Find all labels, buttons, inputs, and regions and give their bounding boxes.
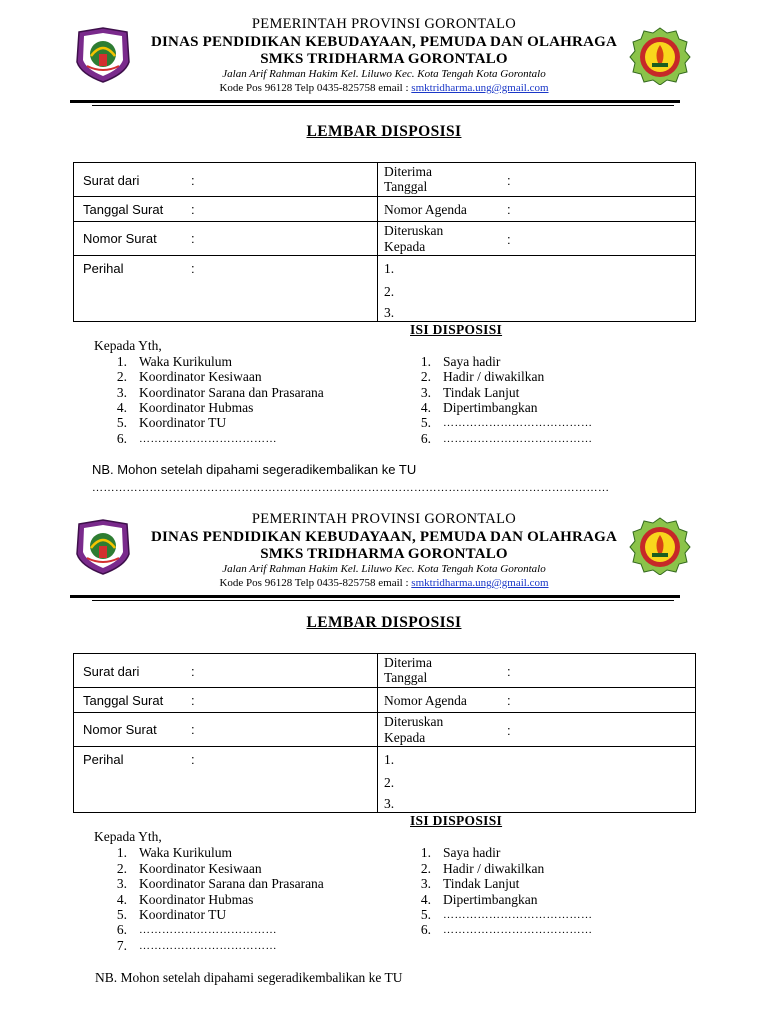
cell-diterima: Diterima [384,655,432,670]
cell-surat-dari: Surat dari [83,664,140,679]
cell-kepada: Kepada [384,239,426,254]
number: 3. [384,305,395,320]
list-number: 4. [116,400,127,415]
cell-kepada: Kepada [384,730,426,745]
list-number: 3. [116,876,127,891]
list-number: 4. [420,400,431,415]
list-number: 4. [420,892,431,907]
recipient-item: Koordinator TU [139,415,227,430]
list-number: 6. [420,922,431,937]
cell-nomor-agenda: Nomor Agenda [384,202,467,217]
table-divider [377,163,378,321]
list-number: 5. [116,415,127,430]
list-number: 6. [116,431,127,446]
nb-note: NB. Mohon setelah dipahami segeradikembalikan ke TU [95,970,403,985]
recipient-item: Koordinator Sarana dan Prasarana [139,385,324,400]
recipient-blank: ……………………………… [139,924,277,936]
table-row-line [74,746,695,747]
table-row-line [74,196,695,197]
number: 3. [384,796,395,811]
option-item: Dipertimbangkan [443,892,538,907]
header-line-3: SMKS TRIDHARMA GORONTALO [260,51,508,67]
option-item: Dipertimbangkan [443,400,538,415]
cell-tanggal: Tanggal [384,179,428,194]
list-number: 5. [420,415,431,430]
option-item: Tindak Lanjut [443,385,520,400]
list-number: 2. [116,861,127,876]
list-number: 7. [116,938,127,953]
cell-surat-dari: Surat dari [83,173,140,188]
header-address: Jalan Arif Rahman Hakim Kel. Liluwo Kec. Kota Tengah Kota Gorontalo [222,563,546,575]
kepada-yth: Kepada Yth, [94,829,162,844]
colon: : [191,231,195,246]
list-number: 1. [116,354,127,369]
email-link[interactable]: smktridharma.ung@gmail.com [411,577,549,589]
list-number: 3. [420,876,431,891]
email-link[interactable]: smktridharma.ung@gmail.com [411,82,549,94]
list-number: 2. [420,861,431,876]
list-number: 2. [420,369,431,384]
recipient-blank: ……………………………… [139,433,277,445]
header-rule-thick [70,100,680,103]
header-line-3: SMKS TRIDHARMA GORONTALO [260,546,508,562]
header-line-1: PEMERINTAH PROVINSI GORONTALO [251,511,517,527]
form-title: LEMBAR DISPOSISI [306,614,462,631]
option-blank: ………………………………… [443,433,593,445]
recipient-item: Koordinator Sarana dan Prasarana [139,876,324,891]
cell-tanggal: Tanggal [384,670,428,685]
disposition-table [73,162,696,322]
cell-nomor-surat: Nomor Surat [83,722,157,737]
colon: : [191,664,195,679]
list-number: 3. [116,385,127,400]
recipient-item: Waka Kurikulum [139,354,233,369]
disposition-table [73,653,696,813]
cell-diterima: Diterima [384,164,432,179]
contact-text: Kode Pos 96128 Telp 0435-825758 email : [219,577,412,589]
option-blank: ………………………………… [443,909,593,921]
option-item: Tindak Lanjut [443,876,520,891]
contact-text: Kode Pos 96128 Telp 0435-825758 email : [219,82,412,94]
header-rule-thin [92,600,674,601]
list-number: 1. [420,354,431,369]
colon: : [191,722,195,737]
list-number: 1. [116,845,127,860]
cell-perihal: Perihal [83,752,124,767]
colon: : [507,202,511,217]
recipient-item: Koordinator Hubmas [139,400,254,415]
option-item: Hadir / diwakilkan [443,861,545,876]
list-number: 6. [116,922,127,937]
cell-tanggal-surat: Tanggal Surat [83,202,164,217]
colon: : [507,173,511,188]
option-item: Saya hadir [443,845,501,860]
header-address: Jalan Arif Rahman Hakim Kel. Liluwo Kec. Kota Tengah Kota Gorontalo [222,68,546,80]
list-number: 5. [420,907,431,922]
header-contact [0,82,768,94]
colon: : [191,173,195,188]
cut-line: ……………………………………………………………………………………………………………………… [92,482,610,494]
isi-disposisi-title: ISI DISPOSISI [410,813,503,828]
option-item: Hadir / diwakilkan [443,369,545,384]
isi-disposisi-title: ISI DISPOSISI [410,322,503,337]
list-number: 1. [420,845,431,860]
header-line-2: DINAS PENDIDIKAN KEBUDAYAAN, PEMUDA DAN OLAHRAGA [150,529,618,545]
list-number: 6. [420,431,431,446]
table-row-line [74,221,695,222]
cell-nomor-agenda: Nomor Agenda [384,693,467,708]
header-line-1: PEMERINTAH PROVINSI GORONTALO [251,16,517,32]
cell-tanggal-surat: Tanggal Surat [83,693,164,708]
list-number: 3. [420,385,431,400]
number: 2. [384,284,395,299]
recipient-item: Waka Kurikulum [139,845,233,860]
header-rule-thick [70,595,680,598]
colon: : [507,723,511,738]
cell-diteruskan: Diteruskan [384,714,444,729]
table-row-line [74,712,695,713]
cell-perihal: Perihal [83,261,124,276]
number: 1. [384,261,395,276]
kepada-yth: Kepada Yth, [94,338,162,353]
form-title: LEMBAR DISPOSISI [306,123,462,140]
colon: : [507,232,511,247]
number: 2. [384,775,395,790]
colon: : [191,261,195,276]
recipient-item: Koordinator Kesiwaan [139,861,262,876]
recipient-item: Koordinator TU [139,907,227,922]
nb-note: NB. Mohon setelah dipahami segeradikembalikan ke TU [92,462,417,477]
recipient-item: Koordinator Kesiwaan [139,369,262,384]
list-number: 4. [116,892,127,907]
option-blank: ………………………………… [443,924,593,936]
header-rule-thin [92,105,674,106]
header-contact [0,577,768,589]
header-line-2: DINAS PENDIDIKAN KEBUDAYAAN, PEMUDA DAN OLAHRAGA [150,34,618,50]
list-number: 5. [116,907,127,922]
list-number: 2. [116,369,127,384]
colon: : [191,202,195,217]
recipient-blank: ……………………………… [139,940,277,952]
option-item: Saya hadir [443,354,501,369]
colon: : [507,693,511,708]
table-divider [377,654,378,812]
recipient-item: Koordinator Hubmas [139,892,254,907]
cell-diteruskan: Diteruskan [384,223,444,238]
table-row-line [74,255,695,256]
colon: : [507,664,511,679]
colon: : [191,752,195,767]
number: 1. [384,752,395,767]
colon: : [191,693,195,708]
table-row-line [74,687,695,688]
cell-nomor-surat: Nomor Surat [83,231,157,246]
option-blank: ………………………………… [443,417,593,429]
